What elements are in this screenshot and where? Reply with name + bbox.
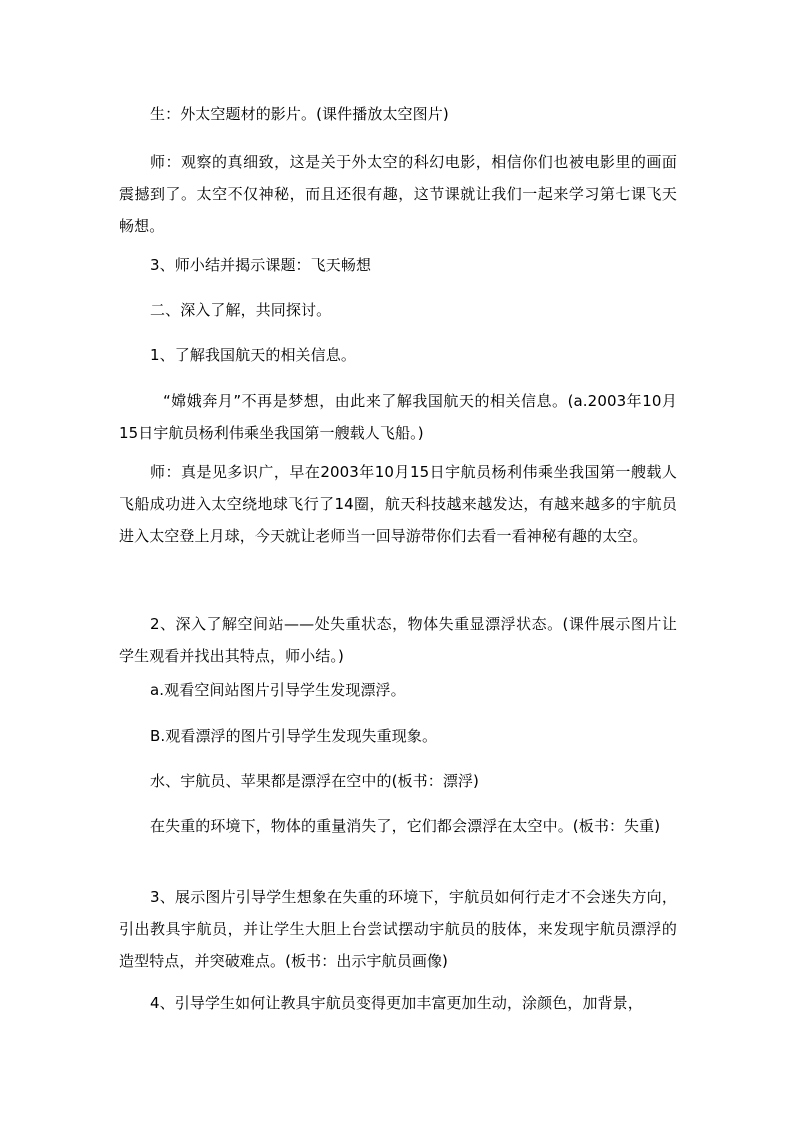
paragraph-teacher-space: 师：真是见多识广，早在2003年10月15日宇航员杨利伟乘坐我国第一艘载人飞船成功进入太空绕地球飞行了14圈，航天科技越来越发达，有越来越多的宇航员进入太空登上月球，今天就让老师当一回导游带你们去看一看神秘有趣的太空。	[119, 463, 677, 545]
paragraph-space-station: 2、深入了解空间站——处失重状态，物体失重显漂浮状态。(课件展示图片让学生观看并找出其特点，师小结。)	[119, 615, 677, 665]
paragraph-aerospace-info: 1、了解我国航天的相关信息。	[150, 346, 356, 364]
paragraph-color-background: 4、引导学生如何让教具宇航员变得更加丰富更加生动，涂颜色，加背景，	[150, 994, 643, 1012]
paragraph-weightless: 在失重的环境下，物体的重量消失了，它们都会漂浮在太空中。(板书：失重)	[150, 817, 661, 835]
paragraph-student-answer: 生：外太空题材的影片。(课件播放太空图片)	[150, 105, 449, 123]
section-heading-explore: 二、深入了解，共同探讨。	[150, 301, 332, 319]
list-item-b: B.观看漂浮的图片引导学生发现失重现象。	[150, 727, 438, 745]
paragraph-astronaut-model: 3、展示图片引导学生想象在失重的环境下，宇航员如何行走才不会迷失方向，引出教具宇航员，并让学生大胆上台尝试摆动宇航员的肢体，来发现宇航员漂浮的造型特点，并突破难点。(板书：出示宇航员画像)	[119, 888, 677, 970]
paragraph-teacher-intro: 师：观察的真细致，这是关于外太空的科幻电影，相信你们也被电影里的画面震撼到了。太空不仅神秘，而且还很有趣，这节课就让我们一起来学习第七课飞天畅想。	[119, 153, 677, 235]
list-item-a: a.观看空间站图片引导学生发现漂浮。	[150, 681, 406, 699]
paragraph-floating: 水、宇航员、苹果都是漂浮在空中的(板书：漂浮)	[150, 772, 480, 790]
paragraph-topic-summary: 3、师小结并揭示课题：飞天畅想	[150, 256, 372, 274]
paragraph-change-moon: “嫦娥奔月”不再是梦想，由此来了解我国航天的相关信息。(a.2003年10月15日宇航员杨利伟乘坐我国第一艘载人飞船。)	[119, 392, 677, 442]
